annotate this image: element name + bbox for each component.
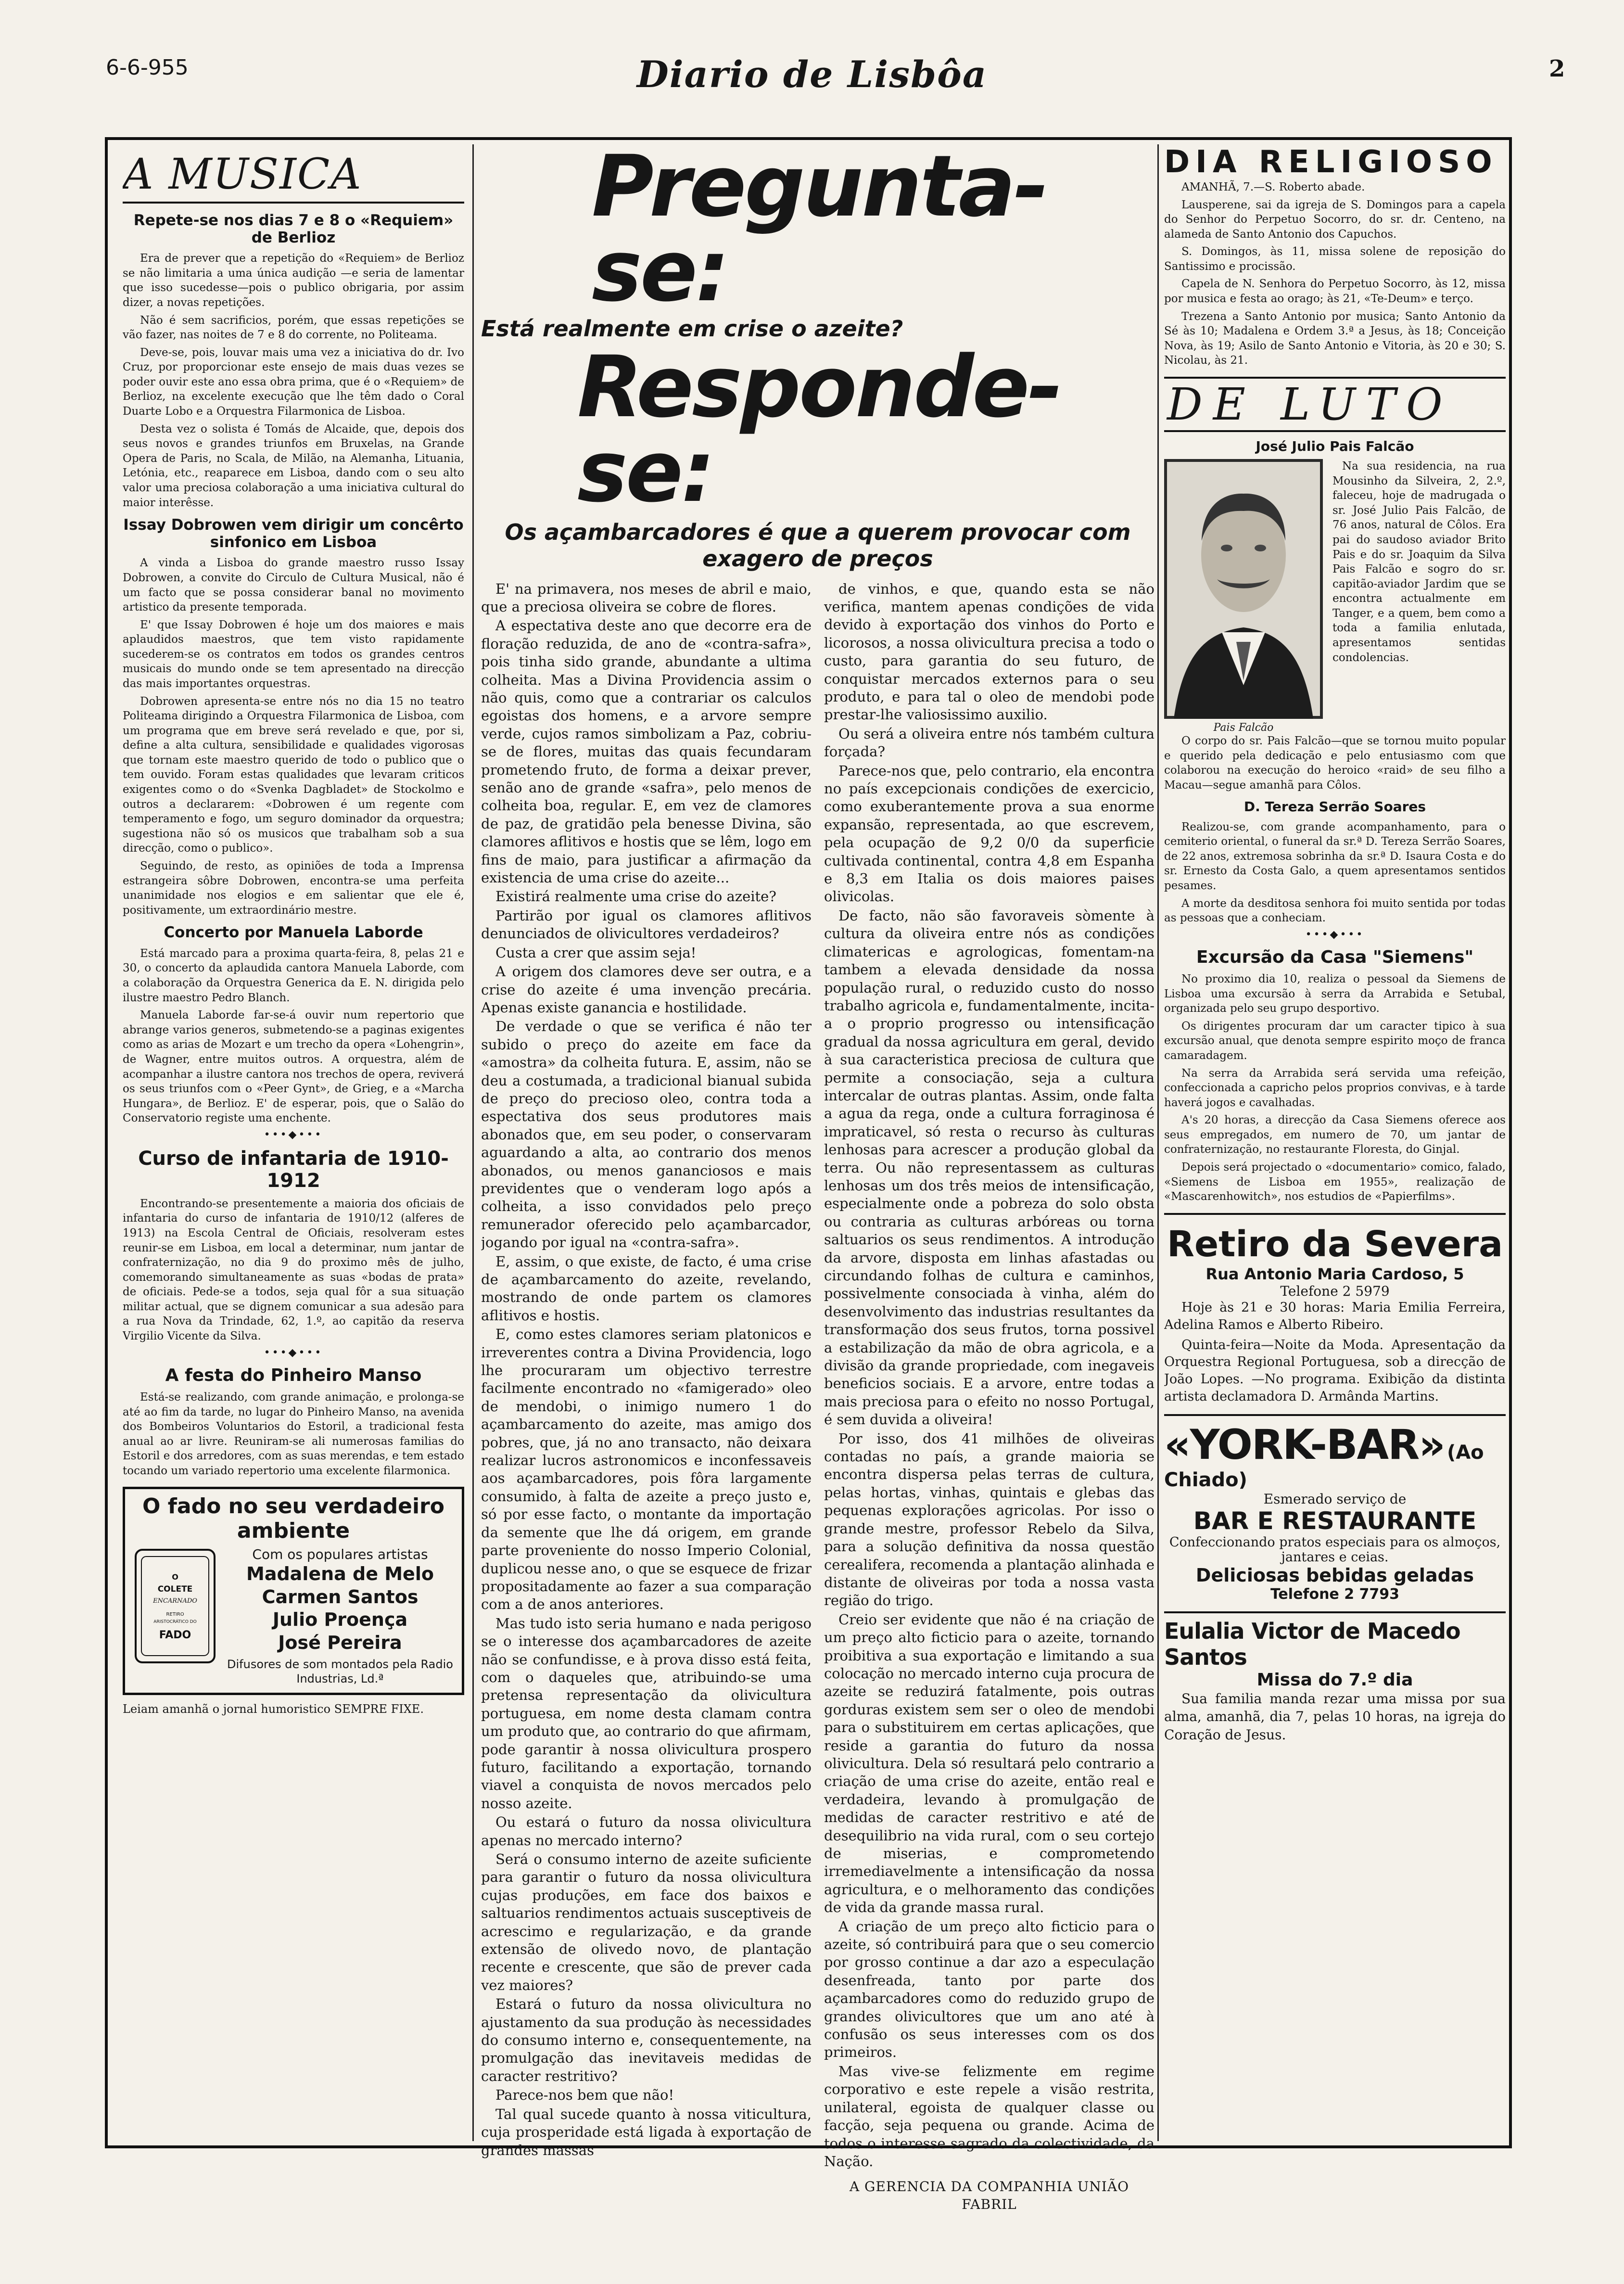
retiro-address: Rua Antonio Maria Cardoso, 5: [1205, 1264, 1464, 1283]
retiro-phone: Telefone 2 5979: [1280, 1283, 1390, 1299]
laborde-headline: Concerto por Manuela Laborde: [164, 924, 423, 942]
fado-artist: Carmen Santos: [262, 1586, 419, 1608]
newspaper-title: Diario de Lisbôa: [636, 53, 988, 96]
article-paragraph: A criação de um preço alto ficticio para o azeite, só contribuirá para que o seu comercio por grosso continue a dar azo a especulação desenfreada, tanto por parte dos açambarcadores como do reduzido grupo de grandes olivicultores que um ano até à confusão os seus interesses com os dos primeiros.: [824, 1918, 1155, 2061]
article-paragraph: Parece-nos que, pelo contrario, ela encontra no país excepcionais condições de exercicio, como exuberantemente prova a sua enorme expansão, representada, ao que escrevem, pela ocupação de 9,2 0/0 da superficie cultivada continental, contra 4,8 em Espanha e 8,3 em Italia os dois maiores paises olivicolas.: [824, 762, 1155, 905]
svg-text:O: O: [172, 1572, 178, 1582]
article-paragraph: Mas vive-se felizmente em regime corporativo e este repele a visão restrita, unilateral, egoista de qualquer classe ou facção, seja pequena ou grande. Acima de todos o interesse sagrado da colectividade, da Nação.: [824, 2063, 1155, 2169]
york-phone: Telefone 2 7793: [1270, 1586, 1400, 1603]
colete-encarnado-logo-icon: [132, 1546, 218, 1666]
article-paragraph: Será o consumo interno de azeite suficiente para garantir o futuro da nossa olivicultura cujas produções, em face dos baixos e saltuarios rendimentos actuais susceptiveis de acrescimo e regularização, e da grande extensão de olivedo novo, de plantação recente e crescente, que são de prever cada vez maiores?: [481, 1851, 812, 1993]
right-column: [1164, 144, 1506, 1747]
article-paragraph: Existirá realmente uma crise do azeite?: [495, 888, 776, 905]
retiro-tonight: Hoje às 21 e 30 horas: Maria Emilia Ferreira, Adelina Ramos e Alberto Ribeiro.: [1164, 1300, 1506, 1332]
falcao-headline: José Julio Pais Falcão: [1256, 438, 1414, 454]
divider: [1164, 1213, 1506, 1215]
falcao-paragraph: Na sua residencia, na rua Mousinho da Silveira, 2, 2.º, faleceu, hoje de madrugada o sr. José Julio Pais Falcão, de 76 anos, natural de Côlos. Era pai do saudoso aviador Brito Pais e do sr. Joaquim da Silva Pais Falcão e sogro do sr. capitão-aviador Jardim que se encontra actualmente em Tanger, e a quem, bem como a toda a familia enlutada, apresentamos sentidas condolencias.: [1332, 460, 1506, 664]
headline-responde: Responde-se:: [577, 338, 1061, 522]
section-title-music: A MUSICA: [123, 149, 464, 204]
article-paragraph: Creio ser evidente que não é na criação de um preço alto ficticio para o azeite, tornando proibitiva a sua exportação e limitando a sua colocação no mercado interno cuja procura de azeite se reduzirá fatalmente, pois outras gorduras existem sem ser o oleo de mendobi para o substituirem em certas aplicações, que reside a garantia do futuro da nossa olivicultura. Dela só resultará pelo contrario a criação de uma crise do azeite, então real e verdadeira, levando à promulgação de medidas de caracter restritivo e até de desequilibrio na vida rural, com o seu cortejo de miserias, e comprometendo irremediavelmente a intensificação da nossa agricultura, e o melhoramento das condições de vida da grande massa rural.: [824, 1611, 1155, 1916]
soares-paragraph: Realizou-se, com grande acompanhamento, para o cemiterio oriental, o funeral da sr.ª D. Tereza Serrão Soares, de 22 anos, extremosa sobrinha da sr.ª D. Isaura Costa e do sr. Ernesto da Costa Galo, a quem apresentamos sentidos pesames.: [1164, 820, 1506, 892]
portrait: [1164, 459, 1323, 734]
deck-answer: Os açambarcadores é que a querem provocar com exagero de preços: [505, 519, 1131, 572]
portrait-photo-icon: [1164, 459, 1323, 719]
article-paragraph: A origem dos clamores deve ser outra, e a crise do azeite é uma invenção precária. Apenas existe ganancia e hostilidade.: [481, 963, 812, 1016]
york-bar-name: «YORK-BAR»: [1164, 1421, 1445, 1469]
siemens-paragraph: A's 20 horas, a direcção da Casa Siemens oferece aos seus empregados, em numero de 70, um jantar de confraternização, no restaurante Floresta, do Ginjal.: [1164, 1114, 1506, 1156]
infantaria-paragraph: Encontrando-se presentemente a maioria dos oficiais de infantaria do curso de infantaria de 1910/12 (alferes de 1913) na Escola Central de Oficiais, resolveram estes reunir-se em Lisboa, em local a determinar, num jantar de confraternização, no dia 9 do proximo mês de julho, comemorando simultaneamente as suas «bodas de prata» de oficiais. Pede-se a todos, seja qual fôr a sua situação militar actual, que se dignem comunicar a sua adesão para a rua Nova da Trindade, 62, 1.º, ao capitão da reserva Virgilio Vicente da Silva.: [123, 1197, 464, 1343]
masthead: [0, 0, 1624, 125]
article-paragraph: Custa a crer que assim seja!: [495, 944, 697, 961]
fado-artist: Madalena de Melo: [246, 1563, 434, 1585]
york-service: Esmerado serviço de: [1263, 1491, 1407, 1507]
page-number: 2: [1549, 55, 1565, 82]
de-luto-title: DE LUTO: [1164, 377, 1506, 432]
issue-date: 6-6-955: [106, 55, 189, 80]
divider: [1164, 1611, 1506, 1613]
religioso-paragraph: AMANHÃ, 7.—S. Roberto abade.: [1181, 181, 1365, 193]
article-paragraph: E' na primavera, nos meses de abril e maio, que a preciosa oliveira se cobre de flores.: [481, 580, 812, 615]
ornament-divider: •••◆•••: [264, 1128, 323, 1141]
missa-subtitle: Missa do 7.º dia: [1256, 1670, 1413, 1690]
missa-name: Eulalia Victor de Macedo Santos: [1164, 1618, 1460, 1671]
article-signature: A GERENCIA DA COMPANHIA UNIÃO FABRIL: [849, 2179, 1129, 2212]
soares-headline: D. Tereza Serrão Soares: [1243, 799, 1426, 815]
headline-pregunta: Pregunta-se:: [592, 144, 1047, 320]
portrait-caption: Pais Falcão: [1213, 722, 1274, 734]
siemens-headline: Excursão da Casa "Siemens": [1196, 947, 1474, 967]
article-paragraph: De verdade o que se verifica é não ter subido o preço do azeite em face da «amostra» da colheita futura. E, assim, não se deu a costumada, a tradicional bianual subida de preço do precioso oleo, contra toda a espectativa dos seus produtores mais abonados que, em seu poder, o conservaram aguardando a alta, ao contrario dos menos abonados, ou menos gananciosos e mais previdentes que o venderam logo após a colheita, a isso convidados pelo preço remunerador oferecido pelo açambarcador, jogando por igual na «contra-safra».: [481, 1018, 812, 1251]
article-paragraph: A espectativa deste ano que decorre era de floração reduzida, de ano de «contra-safra», pois tinha sido grande, abundante a ultima colheita. Mas a Divina Providencia assim o não quis, como que a contrariar os calculos egoistas dos homens, e a arvore sempre verde, cujos ramos simbolizam a Paz, cobriu-se de flores, muitas das quais fecundaram prometendo fruto, de forma a deixar prever, senão ano de grande «safra», pelo menos de colheita boa, regular. E, em vez de clamores de paz, de gratidão pela benesse Divina, são clamores aflitivos e hostis que se lêm, logo em fins de maio, para justificar a afirmação da existencia de uma crise do azeite...: [481, 617, 812, 886]
article-body: [481, 580, 1155, 2214]
divider: [1164, 1414, 1506, 1416]
fado-with-artists: Com os populares artistas: [252, 1546, 428, 1563]
falcao-paragraph: O corpo do sr. Pais Falcão—que se tornou muito popular e querido pela dedicação e pelo entusiasmo com que colaborou na execução do heroico «raid» de seu filho a Macau—segue amanhã para Côlos.: [1164, 735, 1506, 791]
requiem-paragraph: Era de prever que a repetição do «Requiem» de Berlioz se não limitaria a uma única audição —e seria de lamentar que isso sucedesse—pois o publico obrigaria, por assim dizer, a novas repetições.: [123, 252, 464, 309]
svg-text:FADO: FADO: [159, 1629, 191, 1642]
article-paragraph: Por isso, dos 41 milhões de oliveiras contadas no país, a grande maioria se encontra dispersa pelas terras de cultura, pelas hortas, vinhas, quintais e glebas das pequenas explorações agricolas. Por isso o grande mestre, professor Rebelo da Silva, para a solução definitiva da nossa questão cerealifera, recomenda a plantação alinhada e distante de oliveiras por toda a nossa vasta região do trigo.: [824, 1430, 1155, 1609]
fado-advertisement: [123, 1487, 464, 1695]
ornament-divider: •••◆•••: [264, 1346, 323, 1359]
laborde-paragraph: Manuela Laborde far-se-á ouvir num repertorio que abrange varios generos, submetendo-se a paginas exigentes como as arias de Mozart e um trecho da opera «Lohengrin», de Wagner, entre muitos outros. A orquestra, além de acompanhar a ilustre cantora nos trechos de opera, reviverá os seus triunfos com o «Peer Gynt», de Grieg, e a «Marcha Hungara», de Berlioz. E' de esperar, pois, que o Salão do Conservatorio registe uma enchente.: [123, 1009, 464, 1125]
dobrowen-paragraph: Dobrowen apresenta-se entre nós no dia 15 no teatro Politeama dirigindo a Orquestra Filarmonica de Lisboa, com um programa que em breve será revelado e que, por si, define a alta cultura, sensibilidade e qualidades vigorosas que tornam este maestro querido de todo o publico que o tem ouvido. Foram estas qualidades que levaram criticos exigentes como o do «Svenka Dagbladet» de Stockolmo e outros a declararem: «Dobrowen é um regente com temperamento e fogo, um seguro dominador da orquestra; sugestiona não só os musicos que trabalham sob a sua direcção, como o publico».: [123, 695, 464, 855]
siemens-paragraph: No proximo dia 10, realiza o pessoal da Siemens de Lisboa uma excursão à serra da Arrabida e Setubal, organizada pelo seu grupo desportivo.: [1164, 973, 1506, 1015]
article-paragraph: E, como estes clamores seriam platonicos e irreverentes contra a Divina Providencia, logo lhe procuraram um objectivo terrestre facilmente encontrado no «famigerado» oleo de mendobi, o inimigo numero 1 do açambarcamento do azeite, mas amigo dos pobres, que, já no ano transacto, não deixara realizar lucros astronomicos e inconfessaveis aos açambarcadores, pois fôra largamente consumido, à falta de azeite a preço justo e, só por esse facto, o montante da importação da semente que lhe dá origem, em grande parte proveniente do nosso Imperio Colonial, duplicou nesse ano, o que se esquece de frizar propositadamente ao fazer a sua comparação com a de anos anteriores.: [481, 1326, 812, 1613]
dobrowen-paragraph: Seguindo, de resto, as opiniões de toda a Imprensa estrangeira sôbre Dobrowen, encontra-se uma perfeita unanimidade nos elogios e em salientar que ele é, positivamente, um extraordinário mestre.: [123, 859, 464, 917]
requiem-paragraph: Não é sem sacrificios, porém, que essas repetições se vão fazer, nas noites de 7 e 8 do corrente, no Politeama.: [123, 314, 464, 342]
york-description: Confeccionando pratos especiais para os almoços, jantares e ceias.: [1169, 1535, 1501, 1565]
religioso-paragraph: Capela de N. Senhora do Perpetuo Socorro, às 12, missa por musica e festa ao orago; às 21, «Te-Deum» e terço.: [1164, 278, 1506, 306]
religioso-paragraph: Lausperene, sai da igreja de S. Domingos para a capela do Senhor do Perpetuo Socorro, do sr. dr. Centeno, na alameda de Santo Antonio dos Capuchos.: [1164, 198, 1506, 241]
article-left-column: [481, 580, 812, 2214]
laborde-paragraph: Está marcado para a proxima quarta-feira, 8, pelas 21 e 30, o concerto da aplaudida cantora Manuela Laborde, com a colaboração da Orquestra Generica da E. N. dirigida pelo ilustre maestro Pedro Blanch.: [123, 947, 464, 1004]
siemens-paragraph: Depois será projectado o «documentario» comico, falado, «Siemens de Lisboa em 1955», realização de «Mascarenhowitch», nos estudios de «Papierfilms».: [1164, 1161, 1506, 1203]
fado-ad-headline: O fado no seu verdadeiro ambiente: [142, 1494, 444, 1544]
svg-text:ARISTOCRÁTICO DO: ARISTOCRÁTICO DO: [153, 1620, 197, 1625]
article-paragraph: E, assim, o que existe, de facto, é uma crise de açambarcamento do azeite, revelando, mostrando de onde partem os clamores aflitivos e hostis.: [481, 1253, 812, 1324]
york-type: BAR E RESTAURANTE: [1193, 1507, 1477, 1535]
deck-question: Está realmente em crise o azeite?: [481, 316, 903, 342]
music-column: [123, 144, 464, 1717]
religioso-paragraph: Trezena a Santo Antonio por musica; Santo Antonio da Sé às 10; Madalena e Ordem 3.ª a Jesus, às 18; Conceição Nova, às 19; Asilo de Santo Antonio e Vitoria, às 20 e 30; S. Nicolau, às 21.: [1164, 310, 1506, 367]
article-right-column: [824, 580, 1155, 2214]
ornament-divider: •••◆•••: [1305, 928, 1365, 941]
olive-oil-article: [481, 144, 1155, 2213]
dobrowen-headline: Issay Dobrowen vem dirigir um concêrto sinfonico em Lisboa: [123, 516, 464, 551]
requiem-paragraph: Deve-se, pois, louvar mais uma vez a iniciativa do dr. Ivo Cruz, por proporcionar este ensejo de mais duas vezes se poder ouvir este ano essa obra prima, que é o «Requiem» de Berlioz, na excelente execução que lhe têm dado o Coral Duarte Lobo e a Orquestra Filarmonica de Lisboa.: [123, 346, 464, 418]
column-rule: [1157, 144, 1159, 2141]
fado-artist: Julio Proença: [272, 1609, 408, 1631]
article-paragraph: Estará o futuro da nossa olivicultura no ajustamento da sua produção às necessidades do consumo interno e, consequentemente, na promulgação das inevitaveis medidas de caracter restritivo?: [481, 1996, 812, 2084]
fado-radio-note: Difusores de som montados pela Radio Industrias, Ld.ª: [227, 1658, 453, 1686]
pinheiro-paragraph: Está-se realizando, com grande animação, e prolonga-se até ao fim da tarde, no lugar do Pinheiro Manso, na avenida dos Bombeiros Voluntarios do Estoril, a tradicional festa anual ao ar livre. Reuniram-se ali numerosas familias do Estoril e dos arredores, com as suas merendas, e tem estado tocando um variado repertorio uma excelente filarmonica.: [123, 1391, 464, 1477]
fado-artist: José Pereira: [278, 1632, 402, 1653]
requiem-headline: Repete-se nos dias 7 e 8 o «Requiem» de Berlioz: [133, 212, 454, 246]
article-paragraph: de vinhos, e que, quando esta se não verifica, mantem apenas condições de vida devido à exportação dos vinhos do Porto e licorosos, a nossa olivicultura precisa a todo o custo, para garantia do seu futuro, de conquistar mercados externos para o seu produto, e para tal o oleo de mendobi pode prestar-lhe valiosissimo auxilio.: [824, 580, 1155, 723]
article-paragraph: Ou estará o futuro da nossa olivicultura apenas no mercado interno?: [481, 1814, 812, 1849]
article-paragraph: Partirão por igual os clamores aflitivos denunciados de olivicultores verdadeiros?: [481, 907, 812, 942]
article-paragraph: Mas tudo isto seria humano e nada perigoso se o interesse dos açambarcadores de azeite não se confundisse, e à prova disso está feita, com o daqueles que, atribuindo-se uma pretensa representação da olivicultura portuguesa, em nome desta clamam contra um produto que, ao contrario do que afirmam, pode garantir à nossa olivicultura prospero futuro, facilitando a exportação, tornando viavel a conquista de novos mercados pelo nosso azeite.: [481, 1615, 812, 1812]
requiem-paragraph: Desta vez o solista é Tomás de Alcaide, que, depois dos seus novos e grandes triunfos em Bruxelas, na Grande Opera de Paris, no Scala, de Milão, na Alemanha, Lituania, Letónia, etc., reaparece em Lisboa, dando com o seu alto valor uma preciosa colaboração a uma iniciativa cultural do maior interêsse.: [123, 422, 464, 509]
sempre-fixe-note: Leiam amanhã o jornal humoristico SEMPRE FIXE.: [123, 1702, 424, 1716]
dobrowen-paragraph: A vinda a Lisboa do grande maestro russo Issay Dobrowen, a convite do Circulo de Cultura Musical, não é um facto que se possa considerar banal no movimento artistico da presente temporada.: [123, 557, 464, 614]
retiro-thursday: Quinta-feira—Noite da Moda. Apresentação da Orquestra Regional Portuguesa, sob a direcção de João Lopes. —No programa. Exibição da distinta artista declamadora D. Armânda Martins.: [1164, 1337, 1506, 1404]
pinheiro-headline: A festa do Pinheiro Manso: [165, 1365, 422, 1385]
article-paragraph: Parece-nos bem que não!: [495, 2087, 674, 2104]
dia-religioso-title: DIA RELIGIOSO: [1164, 144, 1498, 180]
article-paragraph: Tal qual sucede quanto à nossa viticultura, cuja prosperidade está ligada à exportação de grandes massas: [481, 2105, 812, 2158]
svg-text:ENCARNADO: ENCARNADO: [153, 1597, 197, 1605]
siemens-paragraph: Na serra da Arrabida será servida uma refeição, confeccionada a capricho pelos proprios convivas, e à tarde haverá jogos e cavalhadas.: [1164, 1067, 1506, 1109]
siemens-paragraph: Os dirigentes procuram dar um caracter tipico à sua excursão anual, que denota sempre espirito moço de franca camaradagem.: [1164, 1020, 1506, 1062]
article-paragraph: De facto, não são favoraveis sòmente à cultura da oliveira entre nós as condições climatericas e agrologicas, fomentam-na tambem a elevada densidade da nossa população rural, o reduzido custo do nosso trabalho agricola e, fundamentalmente, incita-a o proprio progresso ou intensificação gradual da nossa agricultura em geral, devido à sua caracteristica preciosa de cultura que permite a consociação, seja a cultura intercalar de outras plantas. Assim, onde falta a agua da rega, onde a cultura forraginosa é impraticavel, só resta o recurso às culturas lenhosas para acrescer a produção global da terra. Ou não representassem as culturas lenhosas um dos três meios de intensificação, especialmente onde a pobreza do solo obsta ou contraria as culturas arbóreas ou torna saltuarios os seus rendimentos. A introdução da arvore, disposta em linhas afastadas ou circundando folhas de cultura e caminhos, possivelmente consociada à vinha, além do desenvolvimento das industrias resultantes da transformação dos seus frutos, torna possivel a estabilização da mão de obra agricola, e a divisão da grande propriedade, com inegaveis beneficios sociais. E a arvore, entre todas a mais preciosa para o efeito no nosso Portugal, é sem duvida a oliveira!: [824, 907, 1155, 1428]
missa-text: Sua familia manda rezar uma missa por sua alma, amanhã, dia 7, pelas 10 horas, na igreja do Coração de Jesus.: [1164, 1691, 1506, 1743]
york-bar-location: (Ao Chiado): [1164, 1442, 1484, 1492]
dobrowen-paragraph: E' que Issay Dobrowen é hoje um dos maiores e mais aplaudidos maestros, que tem visto rapidamente sucederem-se os contratos em todos os grandes centros musicais do mundo onde se tem apresentado na direcção das mais importantes orquestras.: [123, 618, 464, 690]
york-drinks: Deliciosas bebidas geladas: [1195, 1565, 1474, 1586]
column-rule: [472, 144, 474, 2141]
soares-paragraph: A morte da desditosa senhora foi muito sentida por todas as pessoas que a conheciam.: [1164, 897, 1506, 925]
infantaria-headline: Curso de infantaria de 1910-1912: [138, 1147, 449, 1192]
retiro-severa-name: Retiro da Severa: [1167, 1223, 1503, 1265]
religioso-paragraph: S. Domingos, às 11, missa solene de reposição do Santissimo e procissão.: [1164, 245, 1506, 273]
svg-text:COLETE: COLETE: [157, 1584, 193, 1595]
svg-text:RETIRO: RETIRO: [166, 1612, 184, 1618]
article-paragraph: Ou será a oliveira entre nós também cultura forçada?: [824, 725, 1155, 760]
